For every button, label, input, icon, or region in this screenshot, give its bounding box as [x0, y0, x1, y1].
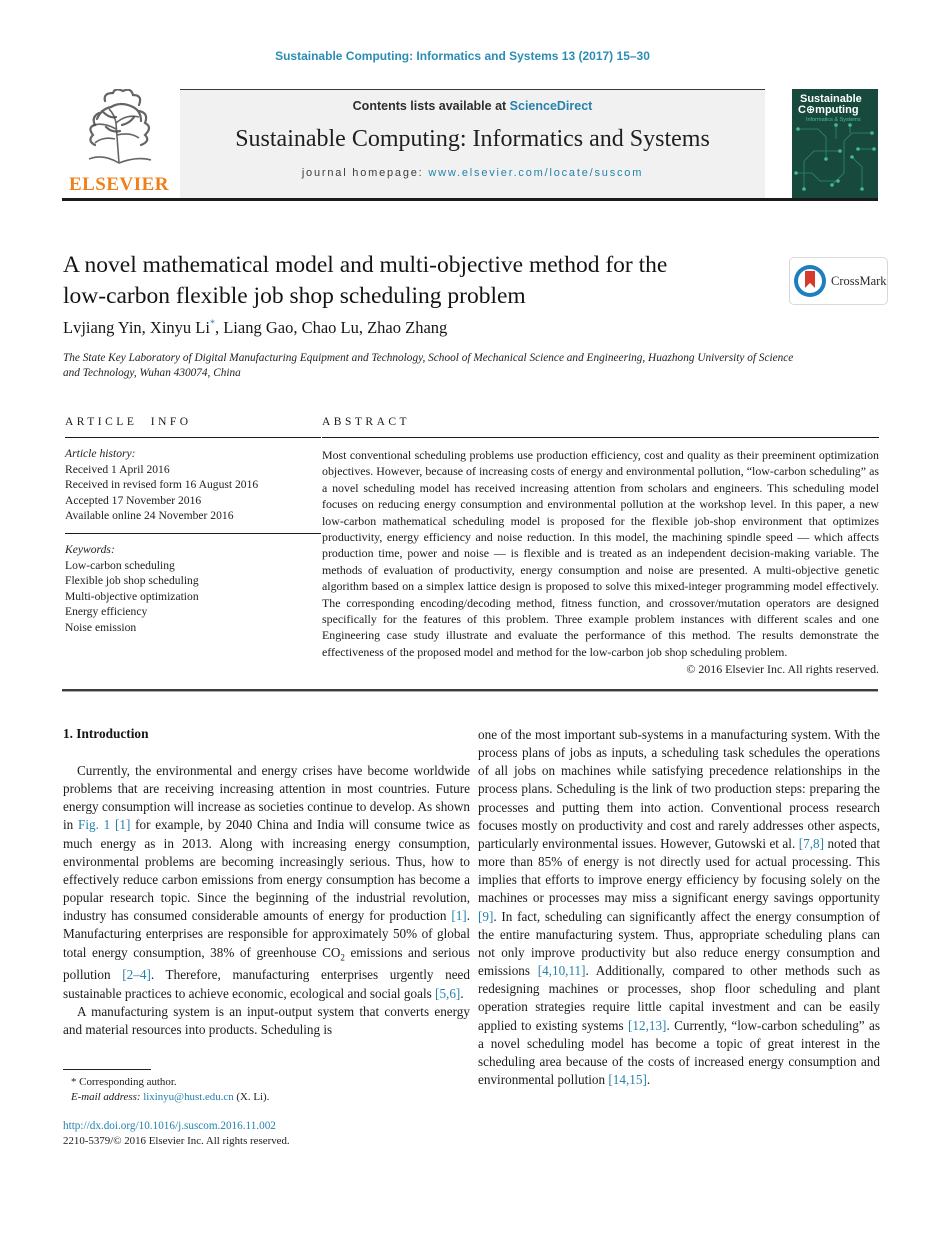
article-history-label: Article history:: [65, 447, 136, 460]
reference-link-4-10-11[interactable]: [4,10,11]: [537, 963, 586, 979]
homepage-prefix: journal homepage:: [301, 167, 429, 179]
text-run: for example, by 2040 China and India will consume twice as much energy as in 2013. Along with increasing energy consumption, environmental problems are becoming increasingly serious. Thus, how to effectively reduce carbon emissions from energy consumption has become a popular research topic. Since the beginning of the industrial revolution, industry has consumed considerable amounts of energy for production: [63, 817, 470, 924]
body-column-right: [478, 726, 880, 1089]
keywords-label: Keywords:: [65, 542, 115, 556]
email-label: E-mail address:: [71, 1090, 144, 1103]
history-item: Received 1 April 2016: [65, 462, 170, 476]
article-title-line2: low-carbon flexible job shop scheduling problem: [63, 283, 526, 309]
crossmark-label: CrossMark: [831, 273, 887, 288]
cover-title-line1: Sustainable: [800, 93, 862, 105]
intro-paragraph-2: A manufacturing system is an input-output system that converts energy and material resources into products. Scheduling is: [63, 1003, 470, 1037]
sciencedirect-link[interactable]: ScienceDirect: [509, 99, 593, 113]
corresponding-author-line: [63, 1075, 403, 1090]
header-section-divider: [62, 689, 878, 692]
reference-link-1[interactable]: [1]: [451, 908, 467, 924]
contents-line: [180, 99, 765, 113]
reference-link-9[interactable]: [9]: [478, 908, 494, 924]
reference-link-14-15[interactable]: [14,15]: [608, 1071, 647, 1087]
email-suffix: (X. Li).: [233, 1090, 270, 1103]
corresponding-author-asterisk[interactable]: *: [209, 318, 215, 330]
abstract-heading: ABSTRACT: [322, 416, 411, 428]
co2-subscript: 2: [340, 952, 345, 963]
elsevier-logo[interactable]: [62, 89, 176, 197]
text-run: .: [646, 1071, 651, 1087]
elsevier-wordmark: ELSEVIER: [68, 174, 170, 195]
masthead-bottom-rule: [62, 198, 878, 201]
article-title-line1: A novel mathematical model and multi-objective method for the: [63, 252, 668, 278]
text-run: .: [460, 985, 464, 1001]
author-affiliation: The State Key Laboratory of Digital Manufacturing Equipment and Technology, School of Mechanical Science and Engineering, Huazhong University of Science and Technology, Wuhan 430074, China: [63, 352, 794, 379]
cover-title-line2: C⊕mputing: [798, 104, 859, 116]
footnote-rule: [63, 1069, 151, 1070]
text-run: . Therefore, manufacturing enterprises urgently need sustainable practices to achieve economic, ecological and social goals: [63, 967, 470, 1001]
body-column-left: [63, 726, 470, 1039]
article-info-heading: ARTICLE INFO: [65, 416, 192, 428]
running-head-journal-ref: Sustainable Computing: Informatics and Systems 13 (2017) 15–30: [275, 49, 650, 63]
keyword-item: Multi-objective optimization: [65, 589, 199, 603]
crossmark-badge[interactable]: [789, 257, 888, 305]
keyword-item: Flexible job shop scheduling: [65, 574, 199, 588]
article-info-rule: [65, 437, 321, 438]
reference-link-2-4[interactable]: [2–4]: [122, 967, 151, 983]
cover-subtitle: Informatics & Systems: [806, 117, 861, 123]
journal-title: Sustainable Computing: Informatics and Systems: [235, 126, 710, 152]
keyword-item: Noise emission: [65, 620, 137, 634]
keyword-item: Energy efficiency: [65, 605, 148, 619]
history-item: Available online 24 November 2016: [65, 509, 234, 523]
crossmark-icon: [794, 265, 826, 297]
abstract-column: [322, 416, 879, 677]
elsevier-tree-icon: [69, 89, 169, 171]
abstract-text: Most conventional scheduling problems use production efficiency, cost and quality as their preeminent optimization objectives. However, because of increasing costs of energy and environmental pollution, “low-carbon scheduling” as a novel scheduling model has received increasing attention from scholars and engineers. This scheduling model focuses on reducing energy consumption and environmental pollution at the workshop level. In this paper, a new low-carbon mathematical scheduling model is proposed for the flexible job-shop environment that optimizes productivity, energy efficiency and noise reduction. In this model, the machining spindle speed — which affects production time, power and noise — is flexible and is treated as an independent decision-making variable. The methods of evaluation of productivity, energy consumption and noise are presented. A multi-objective genetic algorithm based on a simplex lattice design is proposed to solve this mixed-integer programming model effectively. The corresponding encoding/decoding method, fitness function, and crossover/mutation operators are designed specifically for the features of this problem. Three example problem instances with different scales and one Engineering case study illustrate and evaluate the performance of this method. The results demonstrate the effectiveness of the proposed model and method for the low-carbon job shop scheduling problem.: [322, 448, 879, 659]
email-line: [63, 1090, 403, 1105]
intro-paragraph-1: [63, 762, 470, 1003]
reference-link-5-6[interactable]: [5,6]: [435, 985, 461, 1001]
authors-part2: , Liang Gao, Chao Lu, Zhao Zhang: [214, 318, 448, 337]
text-run: . Currently, “low-carbon scheduling” as a novel scheduling model has become a topic of great interest in the scheduling area because of the costs of increased energy consumption and environmental pollution: [478, 1017, 880, 1087]
article-title: [63, 250, 783, 312]
text-run: . In fact, scheduling can significantly affect the energy consumption of the entire manufacturing system. Thus, appropriate scheduling plans can not only improve productivity but also reduce energy consumption and emissions: [478, 908, 880, 979]
copyright-line: © 2016 Elsevier Inc. All rights reserved.: [686, 662, 879, 677]
section-1-heading: 1. Introduction: [63, 726, 149, 741]
journal-homepage-link[interactable]: www.elsevier.com/locate/suscom: [428, 167, 644, 179]
text-run: noted that more than 85% of energy is not directly used for actual processing. This implies that efforts to improve energy efficiency by focusing solely on the machines or processes may miss a significant energy savings opportunity: [478, 835, 880, 906]
journal-homepage-line: [180, 167, 765, 179]
corresponding-author-footnote: [63, 1069, 403, 1104]
reference-link-12-13[interactable]: [12,13]: [627, 1017, 667, 1033]
figure-1-citation-link[interactable]: Fig. 1 [1]: [78, 817, 131, 833]
history-item: Accepted 17 November 2016: [65, 493, 202, 507]
journal-masthead-panel: [180, 89, 765, 199]
keyword-item: Low-carbon scheduling: [65, 558, 175, 572]
author-list: [63, 318, 447, 338]
text-run: one of the most important sub-systems in a manufacturing system. With the process plans of jobs as inputs, a scheduling task schedules the operations of all jobs on machines while satisfying precedence relationships in the process plans. Scheduling is the link of two production steps: preparing the processes and putting them into action. Conventional process research focuses mostly on productivity and cost and rarely addresses other aspects, particularly environmental issues. However, Gutowski et al.: [478, 727, 880, 851]
journal-cover-thumbnail[interactable]: [792, 89, 878, 198]
text-run: Currently, the environmental and energy crises have become worldwide problems that are receiving increasing attention in most countries. Future energy consumption will increase as societies continue to develop. As shown in: [63, 763, 470, 833]
crossmark-flag-icon: [805, 271, 815, 288]
footnote-text: Corresponding author.: [76, 1076, 177, 1088]
issn-copyright-line: 2210-5379/© 2016 Elsevier Inc. All rights reserved.: [63, 1135, 290, 1147]
footnote-asterisk: *: [71, 1076, 77, 1088]
text-run: . Additionally, compared to other methods such as redesigning machines or processes, shop floor scheduling and plant operation strategies require little capital investment and can be easily applied to existing systems: [478, 963, 880, 1033]
email-link[interactable]: lixinyu@hust.edu.cn: [143, 1090, 234, 1103]
text-run: . Manufacturing enterprises are responsible for approximately 50% of global total energy consumption, 38% of greenhouse CO: [63, 908, 470, 960]
abstract-rule: [322, 437, 879, 438]
keywords-rule: [65, 533, 321, 534]
authors-part1: Lvjiang Yin, Xinyu Li: [63, 318, 210, 337]
reference-link-7-8[interactable]: [7,8]: [798, 835, 824, 851]
contents-line-prefix: Contents lists available at: [352, 99, 510, 113]
doi-issn-block: [63, 1119, 290, 1149]
article-info-column: [65, 416, 321, 636]
history-item: Received in revised form 16 August 2016: [65, 478, 259, 492]
doi-link[interactable]: http://dx.doi.org/10.1016/j.suscom.2016.11.002: [63, 1120, 276, 1132]
intro-paragraph-2-continued: [478, 726, 880, 1089]
text-run: emissions and serious pollution: [63, 944, 470, 983]
